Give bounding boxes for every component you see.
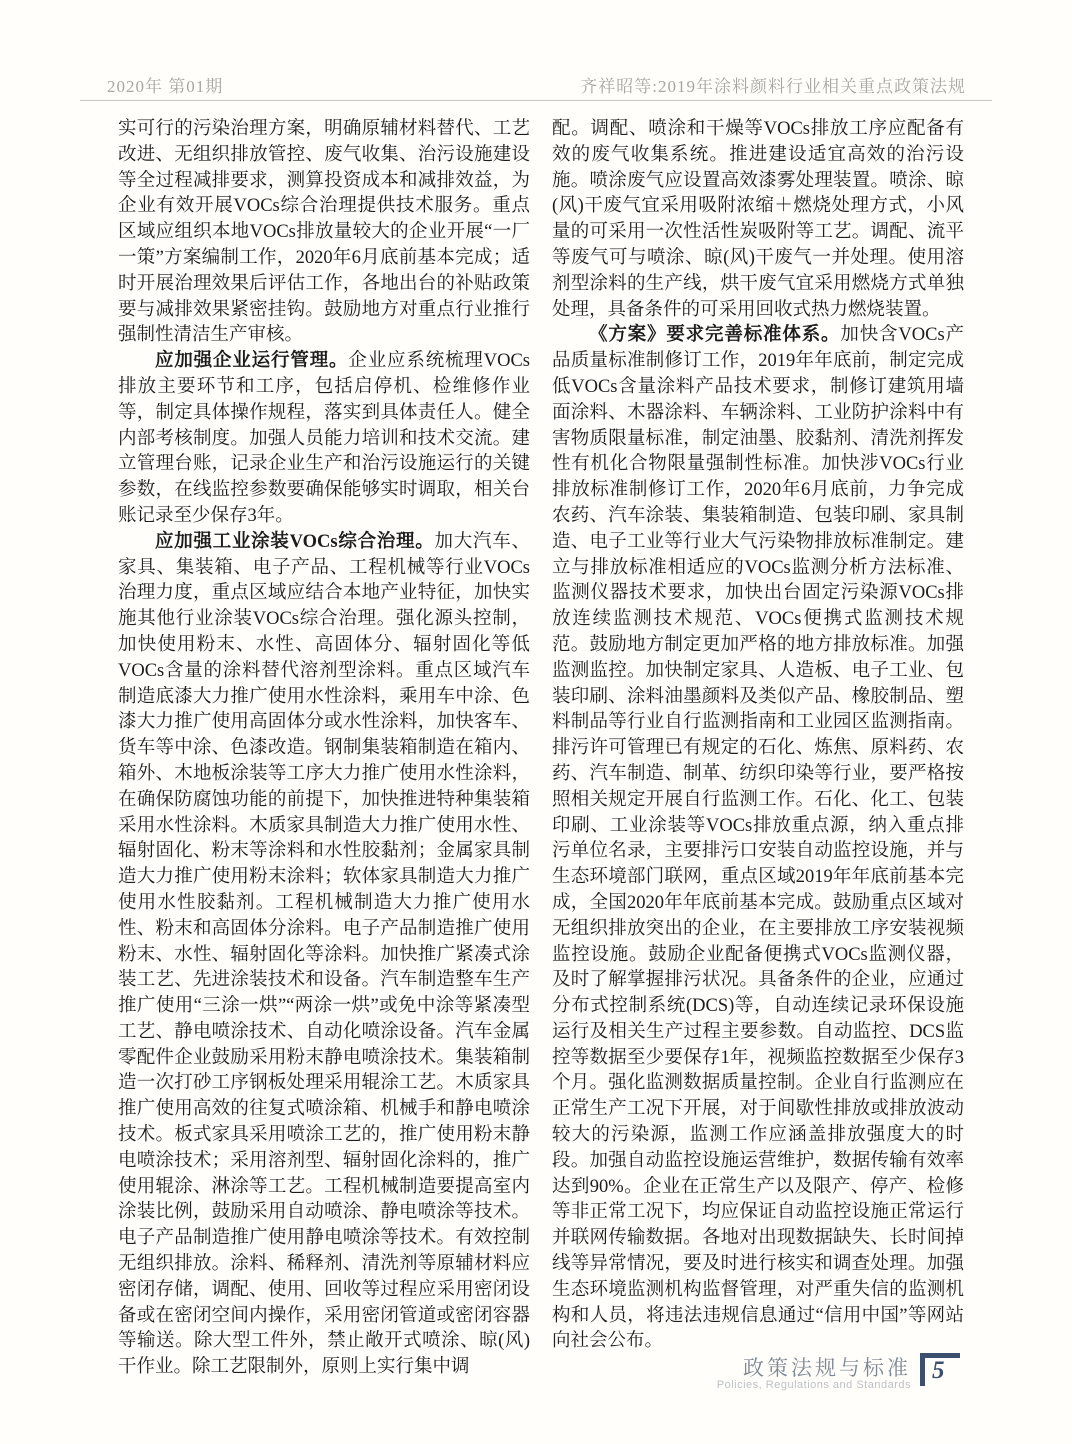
header-rule [80, 100, 992, 101]
paragraph [552, 117, 964, 323]
page-header [80, 72, 992, 97]
paragraph [552, 323, 964, 1355]
paragraph-lead: 应加强工业涂装VOCs综合治理。 [155, 531, 435, 552]
paragraph [118, 117, 530, 349]
page-number: 5 [932, 1357, 945, 1384]
section-title-en: Policies, Regulations and Standards [716, 1379, 911, 1391]
issue-label: 2020年 第01期 [107, 77, 224, 96]
right-column [552, 117, 964, 1381]
paragraph [118, 530, 530, 1381]
paragraph-text: 实可行的污染治理方案，明确原辅材料替代、工艺改进、无组织排放管控、废气收集、治污设施建设等全过程减排要求，测算投资成本和减排效益，为企业有效开展VOCs综合治理提供技术服务。重点区域应组织本地VOCs排放量较大的企业开展“一厂一策”方案编制工作，2020年6月底前基本完成；适时开展治理效果后评估工作，各地出台的补贴政策要与减排效果紧密挂钩。鼓励地方对重点行业推行强制性清洁生产审核。 [118, 119, 530, 346]
running-title: 齐祥昭等:2019年涂料颜料行业相关重点政策法规 [580, 77, 966, 96]
page-footer [717, 1353, 960, 1392]
paragraph-text: 加大汽车、家具、集装箱、电子产品、工程机械等行业VOCs治理力度，重点区域应结合本地产业特征，加快实施其他行业涂装VOCs综合治理。强化源头控制，加快使用粉末、水性、高固体分、辐射固化等低VOCs含量的涂料替代溶剂型涂料。重点区域汽车制造底漆大力推广使用水性涂料，乘用车中涂、色漆大力推广使用高固体分或水性涂料，加快客车、货车等中涂、色漆改造。钢制集装箱制造在箱内、箱外、木地板涂装等工序大力推广使用水性涂料，在确保防腐蚀功能的前提下，加快推进特种集装箱采用水性涂料。木质家具制造大力推广使用水性、辐射固化、粉末等涂料和水性胶黏剂；金属家具制造大力推广使用粉末涂料；软体家具制造大力推广使用水性胶黏剂。工程机械制造大力推广使用水性、粉末和高固体分涂料。电子产品制造推广使用粉末、水性、辐射固化等涂料。加快推广紧凑式涂装工艺、先进涂装技术和设备。汽车制造整车生产推广使用“三涂一烘”“两涂一烘”或免中涂等紧凑型工艺、静电喷涂技术、自动化喷涂设备。汽车金属零配件企业鼓励采用粉末静电喷涂技术。集装箱制造一次打砂工序钢板处理采用辊涂工艺。木质家具推广使用高效的往复式喷涂箱、机械手和静电喷涂技术。板式家具采用喷涂工艺的，推广使用粉末静电喷涂技术；采用溶剂型、辐射固化涂料的，推广使用辊涂、淋涂等工艺。工程机械制造要提高室内涂装比例，鼓励采用自动喷涂、静电喷涂等技术。电子产品制造推广使用静电喷涂等技术。有效控制无组织排放。涂料、稀释剂、清洗剂等原辅材料应密闭存储，调配、使用、回收等过程应采用密闭设备或在密闭空间内操作，采用密闭管道或密闭容器等输送。除大型工件外，禁止敞开式喷涂、晾(风)干作业。除工艺限制外，原则上实行集中调 [118, 531, 530, 1378]
left-column [118, 117, 530, 1381]
paragraph-text: 配。调配、喷涂和干燥等VOCs排放工序应配备有效的废气收集系统。推进建设适宜高效的治污设施。喷涂废气应设置高效漆雾处理装置。喷涂、晾(风)干废气宜采用吸附浓缩＋燃烧处理方式，小风量的可采用一次性活性炭吸附等工艺。调配、流平等废气可与喷涂、晾(风)干废气一并处理。使用溶剂型涂料的生产线，烘干废气宜采用燃烧方式单独处理，具备条件的可采用回收式热力燃烧装置。 [552, 119, 964, 320]
paragraph-lead: 《方案》要求完善标准体系。 [589, 325, 841, 346]
text-columns [118, 117, 964, 1381]
paragraph-text: 企业应系统梳理VOCs排放主要环节和工序，包括启停机、检维修作业等，制定具体操作规程，落实到具体责任人。健全内部考核制度。加强人员能力培训和技术交流。建立管理台账，记录企业生产和治污设施运行的关键参数，在线监控参数要确保能够实时调取，相关台账记录至少保存3年。 [118, 351, 530, 526]
paragraph [118, 349, 530, 530]
paragraph-text: 加快含VOCs产品质量标准制修订工作，2019年年底前，制定完成低VOCs含量涂料产品技术要求，制修订建筑用墙面涂料、木器涂料、车辆涂料、工业防护涂料中有害物质限量标准，制定油墨、胶黏剂、清洗剂挥发性有机化合物限量强制性标准。加快涉VOCs行业排放标准制修订工作，2020年6月底前，力争完成农药、汽车涂装、集装箱制造、包装印刷、家具制造、电子工业等行业大气污染物排放标准制定。建立与排放标准相适应的VOCs监测分析方法标准、监测仪器技术要求，加快出台固定污染源VOCs排放连续监测技术规范、VOCs便携式监测技术规范。鼓励地方制定更加严格的地方排放标准。加强监测监控。加快制定家具、人造板、电子工业、包装印刷、涂料油墨颜料及类似产品、橡胶制品、塑料制品等行业自行监测指南和工业园区监测指南。排污许可管理已有规定的石化、炼焦、原料药、农药、汽车制造、制革、纺织印染等行业，要严格按照相关规定开展自行监测工作。石化、化工、包装印刷、工业涂装等VOCs排放重点源，纳入重点排污单位名录，主要排污口安装自动监控设施，并与生态环境部门联网，重点区域2019年年底前基本完成，全国2020年年底前基本完成。鼓励重点区域对无组织排放突出的企业，在主要排放工序安装视频监控设施。鼓励企业配备便携式VOCs监测仪器，及时了解掌握排污状况。具备条件的企业，应通过分布式控制系统(DCS)等，自动连续记录环保设施运行及相关生产过程主要参数。自动监控、DCS监控等数据至少要保存1年，视频监控数据至少保存3个月。强化监测数据质量控制。企业自行监测应在正常生产工况下开展，对于间歇性排放或排放波动较大的污染源，监测工作应涵盖排放强度大的时段。加强自动监控设施运营维护，数据传输有效率达到90%。企业在正常生产以及限产、停产、检修等非正常工况下，均应保证自动监控设施正常运行并联网传输数据。各地对出现数据缺失、长时间掉线等异常情况，要及时进行核实和调查处理。加强生态环境监测机构监督管理，对严重失信的监测机构和人员，将违法违规信息通过“信用中国”等网站向社会公布。 [552, 325, 964, 1352]
paragraph-lead: 应加强企业运行管理。 [155, 351, 349, 372]
page-number-corner [920, 1353, 960, 1386]
section-labels [717, 1353, 911, 1392]
section-title-cn: 政策法规与标准 [743, 1356, 911, 1380]
